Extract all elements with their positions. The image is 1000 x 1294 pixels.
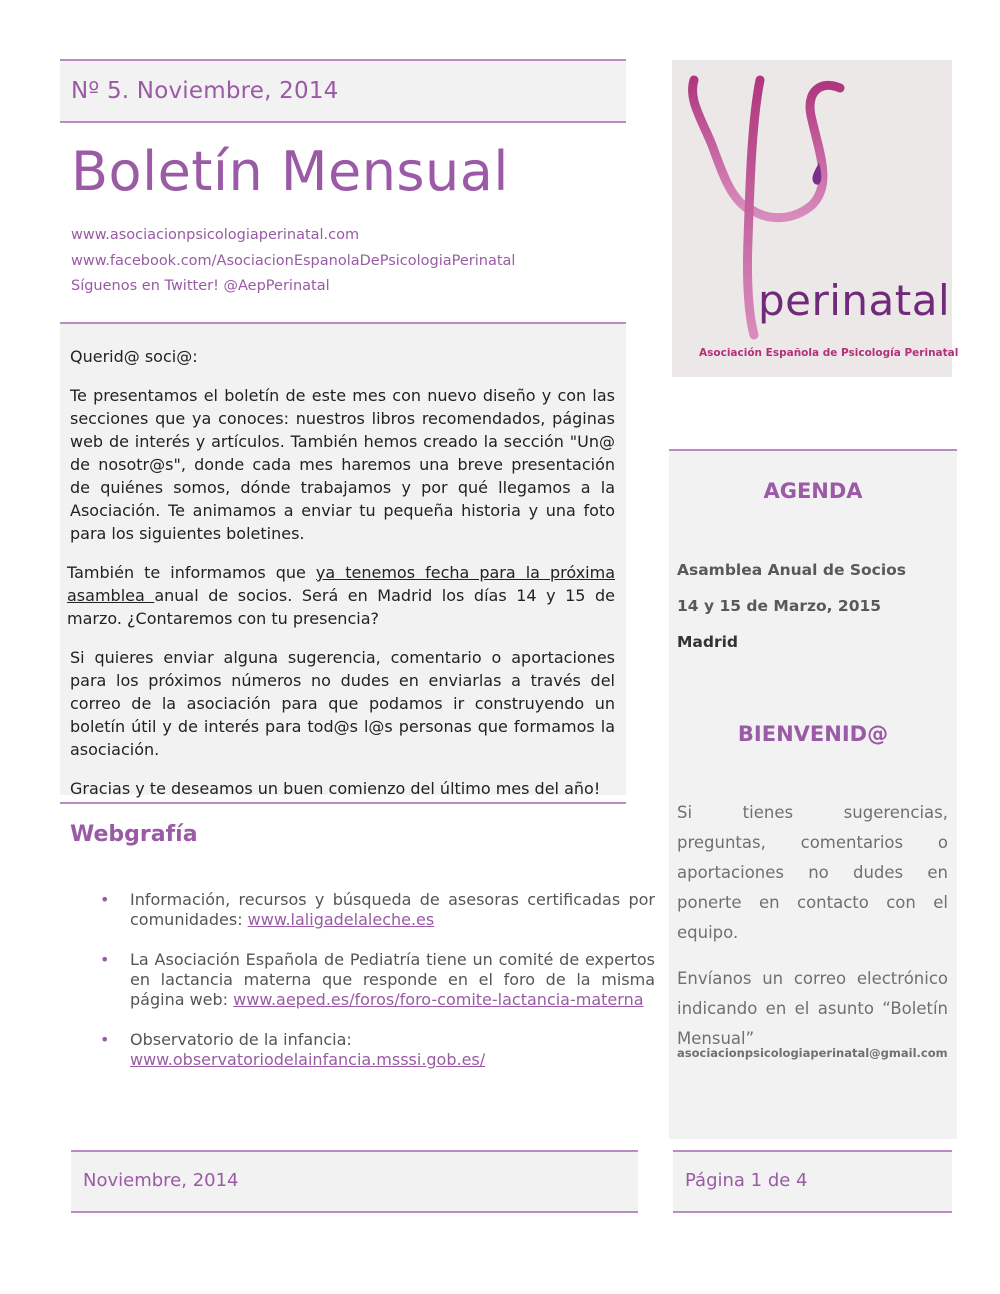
bullet-icon: • xyxy=(100,950,110,969)
footer-date: Noviembre, 2014 xyxy=(83,1170,239,1191)
webgrafia-list xyxy=(100,890,655,1090)
welcome-letter xyxy=(67,345,615,816)
letter-paragraph-3: Si quieres enviar alguna sugerencia, comentario o aportaciones para los próximos números no dudes en enviarlas a través del correo de la asociación para que podamos ir construyendo un boletín útil y de interés para tod@s l@s personas que formamos la asociación. xyxy=(70,648,615,759)
list-item-text: Información, recursos y búsqueda de asesoras certificadas por comunidades: xyxy=(130,890,655,929)
footer-left-bottom-rule xyxy=(71,1211,638,1213)
agenda-heading: AGENDA xyxy=(763,479,863,503)
laligadelaleche-link[interactable]: www.laligadelaleche.es xyxy=(247,910,435,929)
agenda-event: Asamblea Anual de Socios xyxy=(677,561,907,579)
list-item-text: Observatorio de la infancia: xyxy=(130,1030,352,1049)
contact-email-link[interactable]: asociacionpsicologiaperinatal@gmail.com xyxy=(677,1046,948,1060)
letter-paragraph-2-start: También te informamos que xyxy=(67,563,316,582)
logo-subtitle: Asociación Española de Psicología Perinatal xyxy=(699,347,959,359)
observatorio-link[interactable]: www.observatoriodelainfancia.msssi.gob.es/ xyxy=(130,1050,486,1069)
list-item xyxy=(100,950,655,1010)
newsletter-title: Boletín Mensual xyxy=(71,140,509,203)
list-item-text: La Asociación Española de Pediatría tiene un comité de expertos en lactancia materna que responde en el foro de la misma página web: xyxy=(130,950,655,1009)
logo-wordmark: perinatal xyxy=(758,276,951,325)
bullet-icon: • xyxy=(100,1030,110,1049)
issue-number: Nº 5. Noviembre, 2014 xyxy=(71,78,339,104)
list-item xyxy=(100,1030,655,1070)
welcome-heading: BIENVENID@ xyxy=(737,722,889,746)
list-item xyxy=(100,890,655,930)
agenda-date: 14 y 15 de Marzo, 2015 xyxy=(677,597,882,615)
letter-paragraph-4: Gracias y te deseamos un buen comienzo del último mes del año! xyxy=(70,779,601,798)
letter-greeting: Querid@ soci@: xyxy=(70,347,198,366)
letter-paragraph-1: Te presentamos el boletín de este mes con nuevo diseño y con las secciones que ya conoces: nuestros libros recomendados, páginas web de interés y artículos. También hemos creado la sección "Un@ de nosotr@s", donde cada mes haremos una breve presentación de quiénes somos, dónde trabajamos y por qué llegamos a la Asociación. Te animamos a enviar tu pequeña historia y una foto para los siguientes boletines. xyxy=(70,386,615,543)
aeped-forum-link[interactable]: www.aeped.es/foros/foro-comite-lactancia-materna xyxy=(233,990,644,1009)
website-link[interactable]: www.asociacionpsicologiaperinatal.com xyxy=(71,227,360,243)
contact-paragraph-1: Si tienes sugerencias, preguntas, comentarios o aportaciones no dudes en ponerte en contacto con el equipo. xyxy=(677,803,948,942)
psi-symbol-icon xyxy=(672,60,952,377)
header-bottom-rule xyxy=(60,121,626,123)
assembly-link[interactable]: ya tenemos fecha para la próxima asamblea xyxy=(67,563,615,605)
twitter-link[interactable]: Síguenos en Twitter! @AepPerinatal xyxy=(71,278,330,294)
association-logo xyxy=(672,60,952,377)
webgrafia-heading: Webgrafía xyxy=(70,822,198,847)
facebook-link[interactable]: www.facebook.com/AsociacionEspanolaDePsicologiaPerinatal xyxy=(71,253,516,269)
page-number: Página 1 de 4 xyxy=(685,1170,808,1191)
agenda-place: Madrid xyxy=(677,633,739,651)
contact-paragraph-2: Envíanos un correo electrónico indicando en el asunto “Boletín Mensual” xyxy=(677,969,948,1048)
letter-paragraph-2 xyxy=(67,561,615,630)
letter-paragraph-2-end: anual de socios. Será en Madrid los días 14 y 15 de marzo. ¿Contaremos con tu presencia? xyxy=(67,586,615,628)
contact-info xyxy=(677,798,948,1070)
bullet-icon: • xyxy=(100,890,110,909)
footer-right-bottom-rule xyxy=(673,1211,952,1213)
